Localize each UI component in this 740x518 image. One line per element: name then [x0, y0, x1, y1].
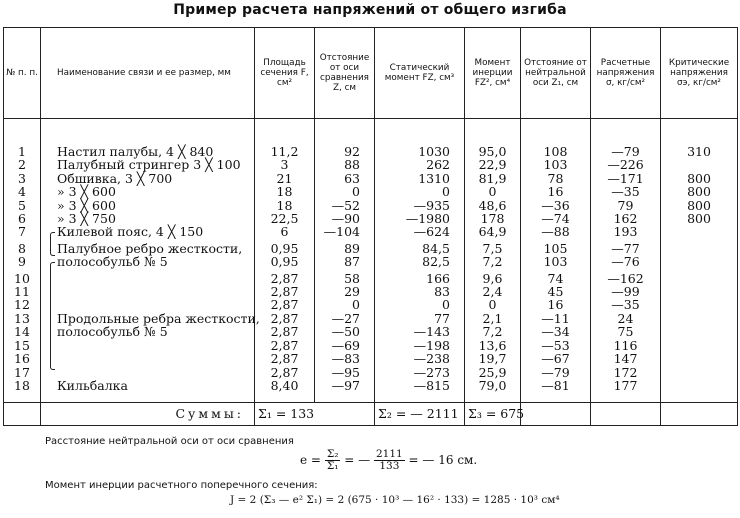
cell-dist-na: 103 [521, 255, 591, 268]
table-row [4, 272, 738, 285]
table-row [4, 199, 738, 212]
cell-inertia: 19,7 [465, 352, 521, 365]
cell-dist-na: 105 [521, 242, 591, 255]
cell-critical [661, 242, 738, 255]
cell-critical [661, 352, 738, 365]
cell-static: 0 [375, 298, 465, 311]
row-number: 5 [4, 199, 41, 212]
cell-static: 83 [375, 285, 465, 298]
row-number: 16 [4, 352, 41, 365]
cell-static: —815 [375, 379, 465, 392]
cell-dist: 0 [315, 298, 375, 311]
table-row [4, 255, 738, 268]
cell-critical [661, 298, 738, 311]
row-number: 7 [4, 225, 41, 238]
cell-static: 1310 [375, 172, 465, 185]
cell-area: 2,87 [255, 312, 315, 325]
cell-stress: 147 [591, 352, 661, 365]
header-critical: Критические напряжения σэ, кг/см² [661, 28, 738, 119]
cell-dist: 0 [315, 185, 375, 198]
cell-critical [661, 366, 738, 379]
header-dist: Отстояние от оси сравнения Z, см [315, 28, 375, 119]
inertia-text: Момент инерции расчетного поперечного сечения: [45, 480, 318, 491]
cell-stress: 79 [591, 199, 661, 212]
row-name: Палубный стрингер 3 ╳ 100 [41, 158, 255, 171]
cell-dist: 88 [315, 158, 375, 171]
cell-dist: —97 [315, 379, 375, 392]
cell-area: 3 [255, 158, 315, 171]
cell-dist: 89 [315, 242, 375, 255]
row-number: 15 [4, 339, 41, 352]
cell-critical [661, 339, 738, 352]
row-name [41, 339, 255, 352]
cell-static: —624 [375, 225, 465, 238]
sums-empty [661, 403, 738, 426]
cell-dist-na: 103 [521, 158, 591, 171]
e-formula [300, 449, 477, 472]
cell-static: 82,5 [375, 255, 465, 268]
cell-inertia: 0 [465, 185, 521, 198]
cell-stress: —35 [591, 185, 661, 198]
cell-area: 2,87 [255, 339, 315, 352]
row-name [41, 285, 255, 298]
table-row [4, 325, 738, 338]
cell-dist: —83 [315, 352, 375, 365]
cell-stress: —226 [591, 158, 661, 171]
row-name [41, 298, 255, 311]
cell-stress: 116 [591, 339, 661, 352]
cell-critical [661, 255, 738, 268]
cell-dist-na: 16 [521, 185, 591, 198]
cell-critical: 800 [661, 185, 738, 198]
row-number: 1 [4, 145, 41, 158]
cell-dist-na: —74 [521, 212, 591, 225]
cell-inertia: 178 [465, 212, 521, 225]
row-number: 2 [4, 158, 41, 171]
cell-dist: 58 [315, 272, 375, 285]
cell-dist-na: 74 [521, 272, 591, 285]
cell-area: 0,95 [255, 255, 315, 268]
sums-empty [4, 403, 41, 426]
table-row [4, 352, 738, 365]
cell-dist: —90 [315, 212, 375, 225]
cell-static: —143 [375, 325, 465, 338]
cell-area: 22,5 [255, 212, 315, 225]
table-row [4, 298, 738, 311]
cell-dist-na: —88 [521, 225, 591, 238]
cell-inertia: 9,6 [465, 272, 521, 285]
cell-stress: 177 [591, 379, 661, 392]
cell-area: 2,87 [255, 285, 315, 298]
table-row [4, 172, 738, 185]
cell-inertia: 64,9 [465, 225, 521, 238]
header-name: Наименование связи и ее размер, мм [41, 28, 255, 119]
header-row [4, 28, 738, 119]
cell-dist: —95 [315, 366, 375, 379]
header-inertia: Момент инерции FZ², см⁴ [465, 28, 521, 119]
cell-area: 2,87 [255, 352, 315, 365]
table-row [4, 339, 738, 352]
row-number: 9 [4, 255, 41, 268]
cell-area: 2,87 [255, 298, 315, 311]
table-row [4, 225, 738, 238]
na-distance-text: Расстояние нейтральной оси от оси сравнения [45, 436, 294, 447]
brace-long-stiffeners [50, 262, 55, 370]
cell-critical: 800 [661, 172, 738, 185]
cell-dist-na: —67 [521, 352, 591, 365]
row-number: 4 [4, 185, 41, 198]
cell-static: —1980 [375, 212, 465, 225]
cell-critical [661, 285, 738, 298]
cell-stress: 75 [591, 325, 661, 338]
cell-static: —238 [375, 352, 465, 365]
cell-dist: —69 [315, 339, 375, 352]
cell-static: 84,5 [375, 242, 465, 255]
cell-stress: —79 [591, 145, 661, 158]
cell-stress: 162 [591, 212, 661, 225]
row-number: 12 [4, 298, 41, 311]
table-row [4, 145, 738, 158]
cell-stress: 24 [591, 312, 661, 325]
row-name: Настил палубы, 4 ╳ 840 [41, 145, 255, 158]
row-number: 18 [4, 379, 41, 392]
e-frac1: $\frac{\text{Σ₂}}{\text{Σ₁}}$ [326, 448, 339, 472]
row-name: Кильбалка [41, 379, 255, 392]
cell-stress: —77 [591, 242, 661, 255]
row-number: 10 [4, 272, 41, 285]
row-number: 13 [4, 312, 41, 325]
cell-critical [661, 312, 738, 325]
cell-stress: —171 [591, 172, 661, 185]
cell-dist: 29 [315, 285, 375, 298]
cell-inertia: 2,1 [465, 312, 521, 325]
cell-inertia: 2,4 [465, 285, 521, 298]
cell-area: 2,87 [255, 325, 315, 338]
row-number: 3 [4, 172, 41, 185]
cell-static: —935 [375, 199, 465, 212]
row-name: Продольные ребра жесткости, [41, 312, 255, 325]
e-frac2: $\frac{2111}{133}$ [375, 448, 403, 472]
sums-empty [591, 403, 661, 426]
cell-critical [661, 379, 738, 392]
row-number: 6 [4, 212, 41, 225]
header-area: Площадь сечения F, см² [255, 28, 315, 119]
row-number: 8 [4, 242, 41, 255]
e-result: = — 16 см. [408, 453, 478, 467]
cell-area: 2,87 [255, 272, 315, 285]
sums-row [4, 403, 738, 426]
row-name [41, 366, 255, 379]
cell-dist: 92 [315, 145, 375, 158]
cell-area: 2,87 [255, 366, 315, 379]
cell-static: 262 [375, 158, 465, 171]
table-row [4, 242, 738, 255]
cell-inertia: 7,5 [465, 242, 521, 255]
e-eq: = — [344, 453, 371, 467]
cell-inertia: 22,9 [465, 158, 521, 171]
table-row [4, 185, 738, 198]
sums-label: Суммы: [41, 403, 255, 426]
row-name: Палубное ребро жесткости, [41, 242, 255, 255]
cell-dist-na: 45 [521, 285, 591, 298]
header-dist-na: Отстояние от нейтральной оси Z₁, см [521, 28, 591, 119]
cell-inertia: 25,9 [465, 366, 521, 379]
cell-dist-na: —81 [521, 379, 591, 392]
cell-inertia: 13,6 [465, 339, 521, 352]
row-name: Килевой пояс, 4 ╳ 150 [41, 225, 255, 238]
table-row [4, 312, 738, 325]
cell-dist-na: 108 [521, 145, 591, 158]
cell-dist-na: —53 [521, 339, 591, 352]
cell-static: 166 [375, 272, 465, 285]
cell-dist: —27 [315, 312, 375, 325]
row-number: 17 [4, 366, 41, 379]
cell-static: —273 [375, 366, 465, 379]
cell-inertia: 48,6 [465, 199, 521, 212]
cell-critical [661, 325, 738, 338]
j-formula: J = 2 (Σ₃ — e² Σ₁) = 2 (675 · 10³ — 16² · 133) = 1285 · 10³ см⁴ [230, 494, 560, 506]
sums-empty [521, 403, 591, 426]
header-num: № п. п. [4, 28, 41, 119]
cell-dist: —104 [315, 225, 375, 238]
cell-critical [661, 272, 738, 285]
row-name: » 3 ╳ 750 [41, 212, 255, 225]
cell-area: 18 [255, 199, 315, 212]
row-name: » 3 ╳ 600 [41, 185, 255, 198]
cell-inertia: 0 [465, 298, 521, 311]
cell-area: 18 [255, 185, 315, 198]
cell-dist: 63 [315, 172, 375, 185]
row-number: 14 [4, 325, 41, 338]
cell-stress: —162 [591, 272, 661, 285]
cell-area: 8,40 [255, 379, 315, 392]
cell-critical: 800 [661, 212, 738, 225]
cell-static: 1030 [375, 145, 465, 158]
row-name: полособульб № 5 [41, 325, 255, 338]
header-static: Статический момент FZ, см³ [375, 28, 465, 119]
cell-area: 6 [255, 225, 315, 238]
cell-area: 21 [255, 172, 315, 185]
cell-critical [661, 225, 738, 238]
cell-inertia: 81,9 [465, 172, 521, 185]
cell-dist: —52 [315, 199, 375, 212]
cell-inertia: 7,2 [465, 325, 521, 338]
cell-area: 11,2 [255, 145, 315, 158]
table-row [4, 285, 738, 298]
cell-stress: 193 [591, 225, 661, 238]
cell-inertia: 95,0 [465, 145, 521, 158]
cell-static: 77 [375, 312, 465, 325]
row-name [41, 352, 255, 365]
cell-static: —198 [375, 339, 465, 352]
cell-critical [661, 158, 738, 171]
row-name [41, 272, 255, 285]
cell-dist-na: —11 [521, 312, 591, 325]
table-row [4, 212, 738, 225]
header-stress: Расчетные напряжения σ, кг/см² [591, 28, 661, 119]
row-name: полособульб № 5 [41, 255, 255, 268]
cell-dist-na: 78 [521, 172, 591, 185]
e-lhs: e = [300, 453, 321, 467]
cell-inertia: 7,2 [465, 255, 521, 268]
brace-deck-stiffener [50, 232, 55, 256]
cell-dist: —50 [315, 325, 375, 338]
table-row [4, 366, 738, 379]
cell-dist-na: —79 [521, 366, 591, 379]
table-row [4, 379, 738, 392]
cell-dist-na: —36 [521, 199, 591, 212]
table-end [4, 392, 738, 403]
cell-stress: 172 [591, 366, 661, 379]
sum-static: Σ₂ = — 2111 [375, 403, 465, 426]
cell-stress: —76 [591, 255, 661, 268]
page-title: Пример расчета напряжений от общего изгиба [173, 2, 567, 18]
table-row [4, 158, 738, 171]
cell-dist-na: —34 [521, 325, 591, 338]
row-number: 11 [4, 285, 41, 298]
sum-inertia: Σ₃ = 675 [465, 403, 521, 426]
row-name: Обшивка, 3 ╳ 700 [41, 172, 255, 185]
cell-dist: 87 [315, 255, 375, 268]
cell-inertia: 79,0 [465, 379, 521, 392]
cell-stress: —99 [591, 285, 661, 298]
row-name: » 3 ╳ 600 [41, 199, 255, 212]
cell-stress: —35 [591, 298, 661, 311]
stress-table [3, 27, 738, 426]
sum-area: Σ₁ = 133 [255, 403, 375, 426]
cell-area: 0,95 [255, 242, 315, 255]
cell-critical: 310 [661, 145, 738, 158]
cell-static: 0 [375, 185, 465, 198]
cell-dist-na: 16 [521, 298, 591, 311]
cell-critical: 800 [661, 199, 738, 212]
